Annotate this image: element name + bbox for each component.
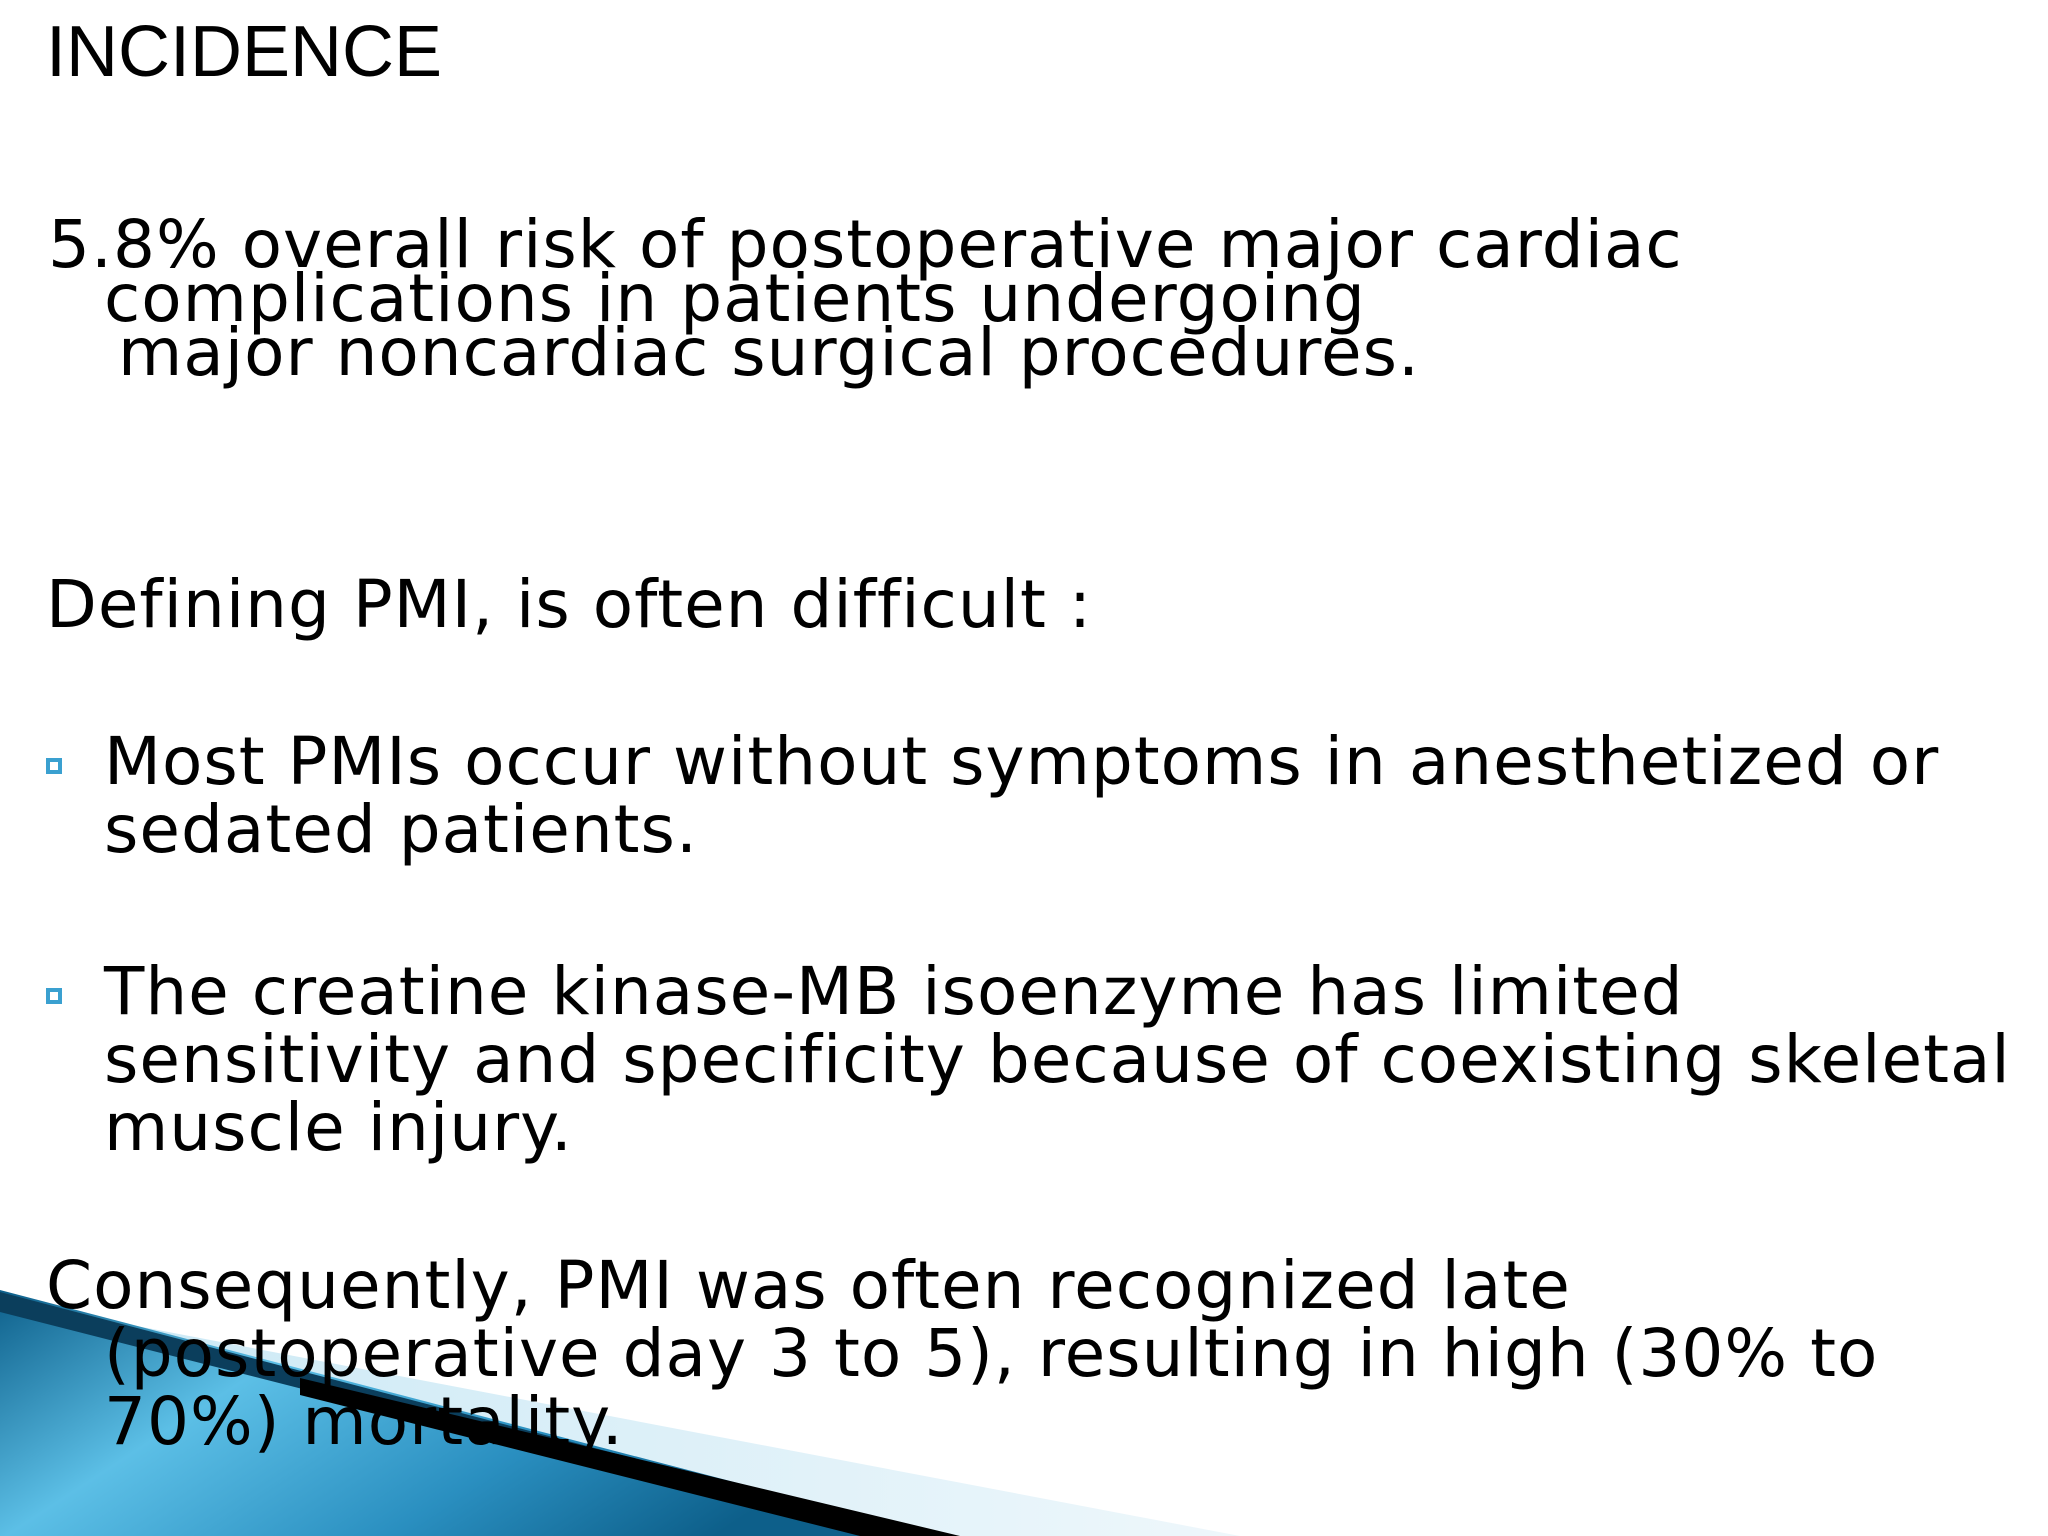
text-line: (postoperative day 3 to 5), resulting in high (30% to: [104, 1315, 1879, 1392]
bullet-item: [104, 953, 2011, 1166]
text-line: 5.8% overall risk of postoperative major cardiac: [48, 206, 1683, 283]
square-bullet-icon: [46, 758, 62, 774]
text-line: muscle injury.: [104, 1089, 573, 1166]
text-line: Consequently, PMI was often recognized late: [46, 1247, 1571, 1324]
text-line: complications in patients undergoing: [104, 260, 1366, 337]
slide-title: INCIDENCE: [46, 12, 443, 92]
incidence-statistic: [48, 206, 1683, 391]
text-line: The creatine kinase-MB isoenzyme has limited: [104, 953, 1684, 1030]
text-line: sedated patients.: [104, 791, 698, 868]
defining-pmi-heading: Defining PMI, is often difficult :: [46, 566, 1093, 643]
consequence-paragraph: [46, 1247, 1879, 1460]
text-line: sensitivity and specificity because of coexisting skeletal: [104, 1021, 2011, 1098]
text-line: Most PMIs occur without symptoms in anesthetized or: [104, 723, 1940, 800]
bullet-item: [104, 723, 1940, 868]
text-line: major noncardiac surgical procedures.: [118, 314, 1420, 391]
text-line: 70%) mortality.: [104, 1383, 624, 1460]
square-bullet-icon: [46, 988, 62, 1004]
